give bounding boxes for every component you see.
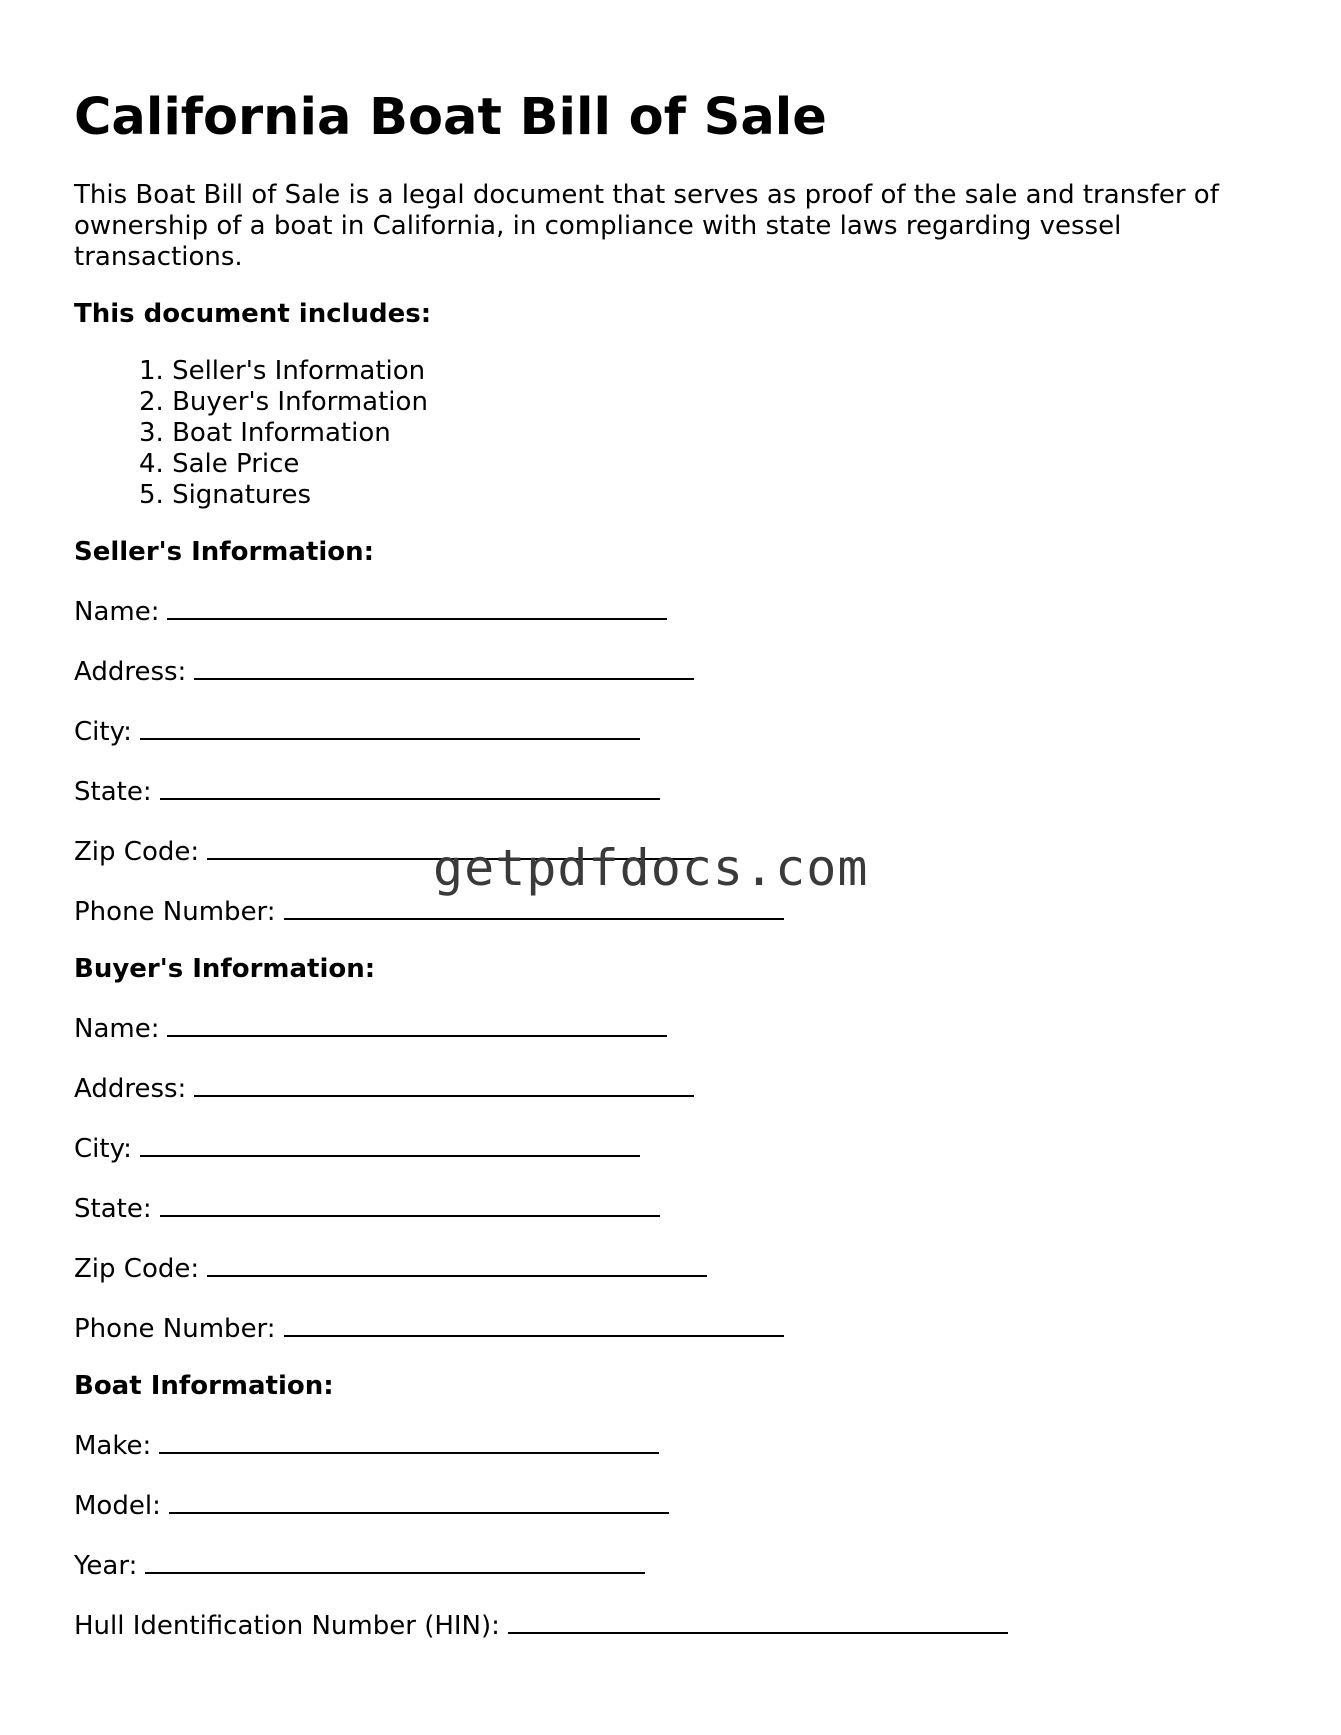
field-label: Name: — [74, 1014, 160, 1044]
includes-item: 5. Signatures — [139, 480, 312, 510]
boat-year-blank[interactable] — [145, 1548, 645, 1574]
buyer-state-field — [74, 1191, 1274, 1225]
seller-name-blank[interactable] — [167, 594, 667, 620]
field-label: State: — [74, 777, 152, 807]
buyer-phone-blank[interactable] — [284, 1311, 784, 1337]
field-label: City: — [74, 717, 132, 747]
boat-make-blank[interactable] — [159, 1428, 659, 1454]
field-label: Hull Identification Number (HIN): — [74, 1611, 500, 1641]
buyer-zip-blank[interactable] — [207, 1251, 707, 1277]
buyer-name-blank[interactable] — [167, 1011, 667, 1037]
document-page — [74, 88, 1274, 1642]
boat-hin-field — [74, 1608, 1274, 1642]
intro-paragraph: This Boat Bill of Sale is a legal document that serves as proof of the sale and transfer of ownership of a boat in California, in compliance with state laws regarding vessel transactions. — [74, 180, 1219, 272]
seller-name-field — [74, 594, 1274, 628]
field-label: Name: — [74, 597, 160, 627]
seller-zip-blank[interactable] — [207, 834, 707, 860]
buyer-state-blank[interactable] — [160, 1191, 660, 1217]
boat-model-field — [74, 1488, 1274, 1522]
boat-make-field — [74, 1428, 1274, 1462]
field-label: Model: — [74, 1491, 161, 1521]
seller-city-field — [74, 714, 1274, 748]
includes-item: 1. Seller's Information — [139, 356, 426, 386]
seller-state-field — [74, 774, 1274, 808]
includes-item: 4. Sale Price — [139, 449, 300, 479]
field-label: Address: — [74, 1074, 187, 1104]
document-title: California Boat Bill of Sale — [74, 88, 827, 147]
seller-city-blank[interactable] — [140, 714, 640, 740]
includes-heading: This document includes: — [74, 299, 432, 329]
seller-address-field — [74, 654, 1274, 688]
boat-heading: Boat Information: — [74, 1371, 334, 1401]
buyer-city-blank[interactable] — [140, 1131, 640, 1157]
includes-list — [74, 356, 1274, 511]
seller-state-blank[interactable] — [160, 774, 660, 800]
field-label: Zip Code: — [74, 1254, 200, 1284]
seller-zip-field — [74, 834, 1274, 868]
field-label: Phone Number: — [74, 1314, 276, 1344]
field-label: Year: — [74, 1551, 138, 1581]
buyer-address-blank[interactable] — [194, 1071, 694, 1097]
boat-model-blank[interactable] — [169, 1488, 669, 1514]
field-label: City: — [74, 1134, 132, 1164]
boat-hin-blank[interactable] — [508, 1608, 1008, 1634]
includes-item: 3. Boat Information — [139, 418, 391, 448]
buyer-city-field — [74, 1131, 1274, 1165]
field-label: Phone Number: — [74, 897, 276, 927]
field-label: Address: — [74, 657, 187, 687]
includes-item: 2. Buyer's Information — [139, 387, 428, 417]
seller-heading: Seller's Information: — [74, 537, 375, 567]
field-label: Zip Code: — [74, 837, 200, 867]
boat-year-field — [74, 1548, 1274, 1582]
buyer-phone-field — [74, 1311, 1274, 1345]
field-label: State: — [74, 1194, 152, 1224]
seller-address-blank[interactable] — [194, 654, 694, 680]
buyer-address-field — [74, 1071, 1274, 1105]
buyer-heading: Buyer's Information: — [74, 954, 376, 984]
seller-phone-blank[interactable] — [284, 894, 784, 920]
buyer-name-field — [74, 1011, 1274, 1045]
seller-phone-field — [74, 894, 1274, 928]
buyer-zip-field — [74, 1251, 1274, 1285]
watermark: getpdfdocs.com — [433, 839, 869, 897]
field-label: Make: — [74, 1431, 152, 1461]
